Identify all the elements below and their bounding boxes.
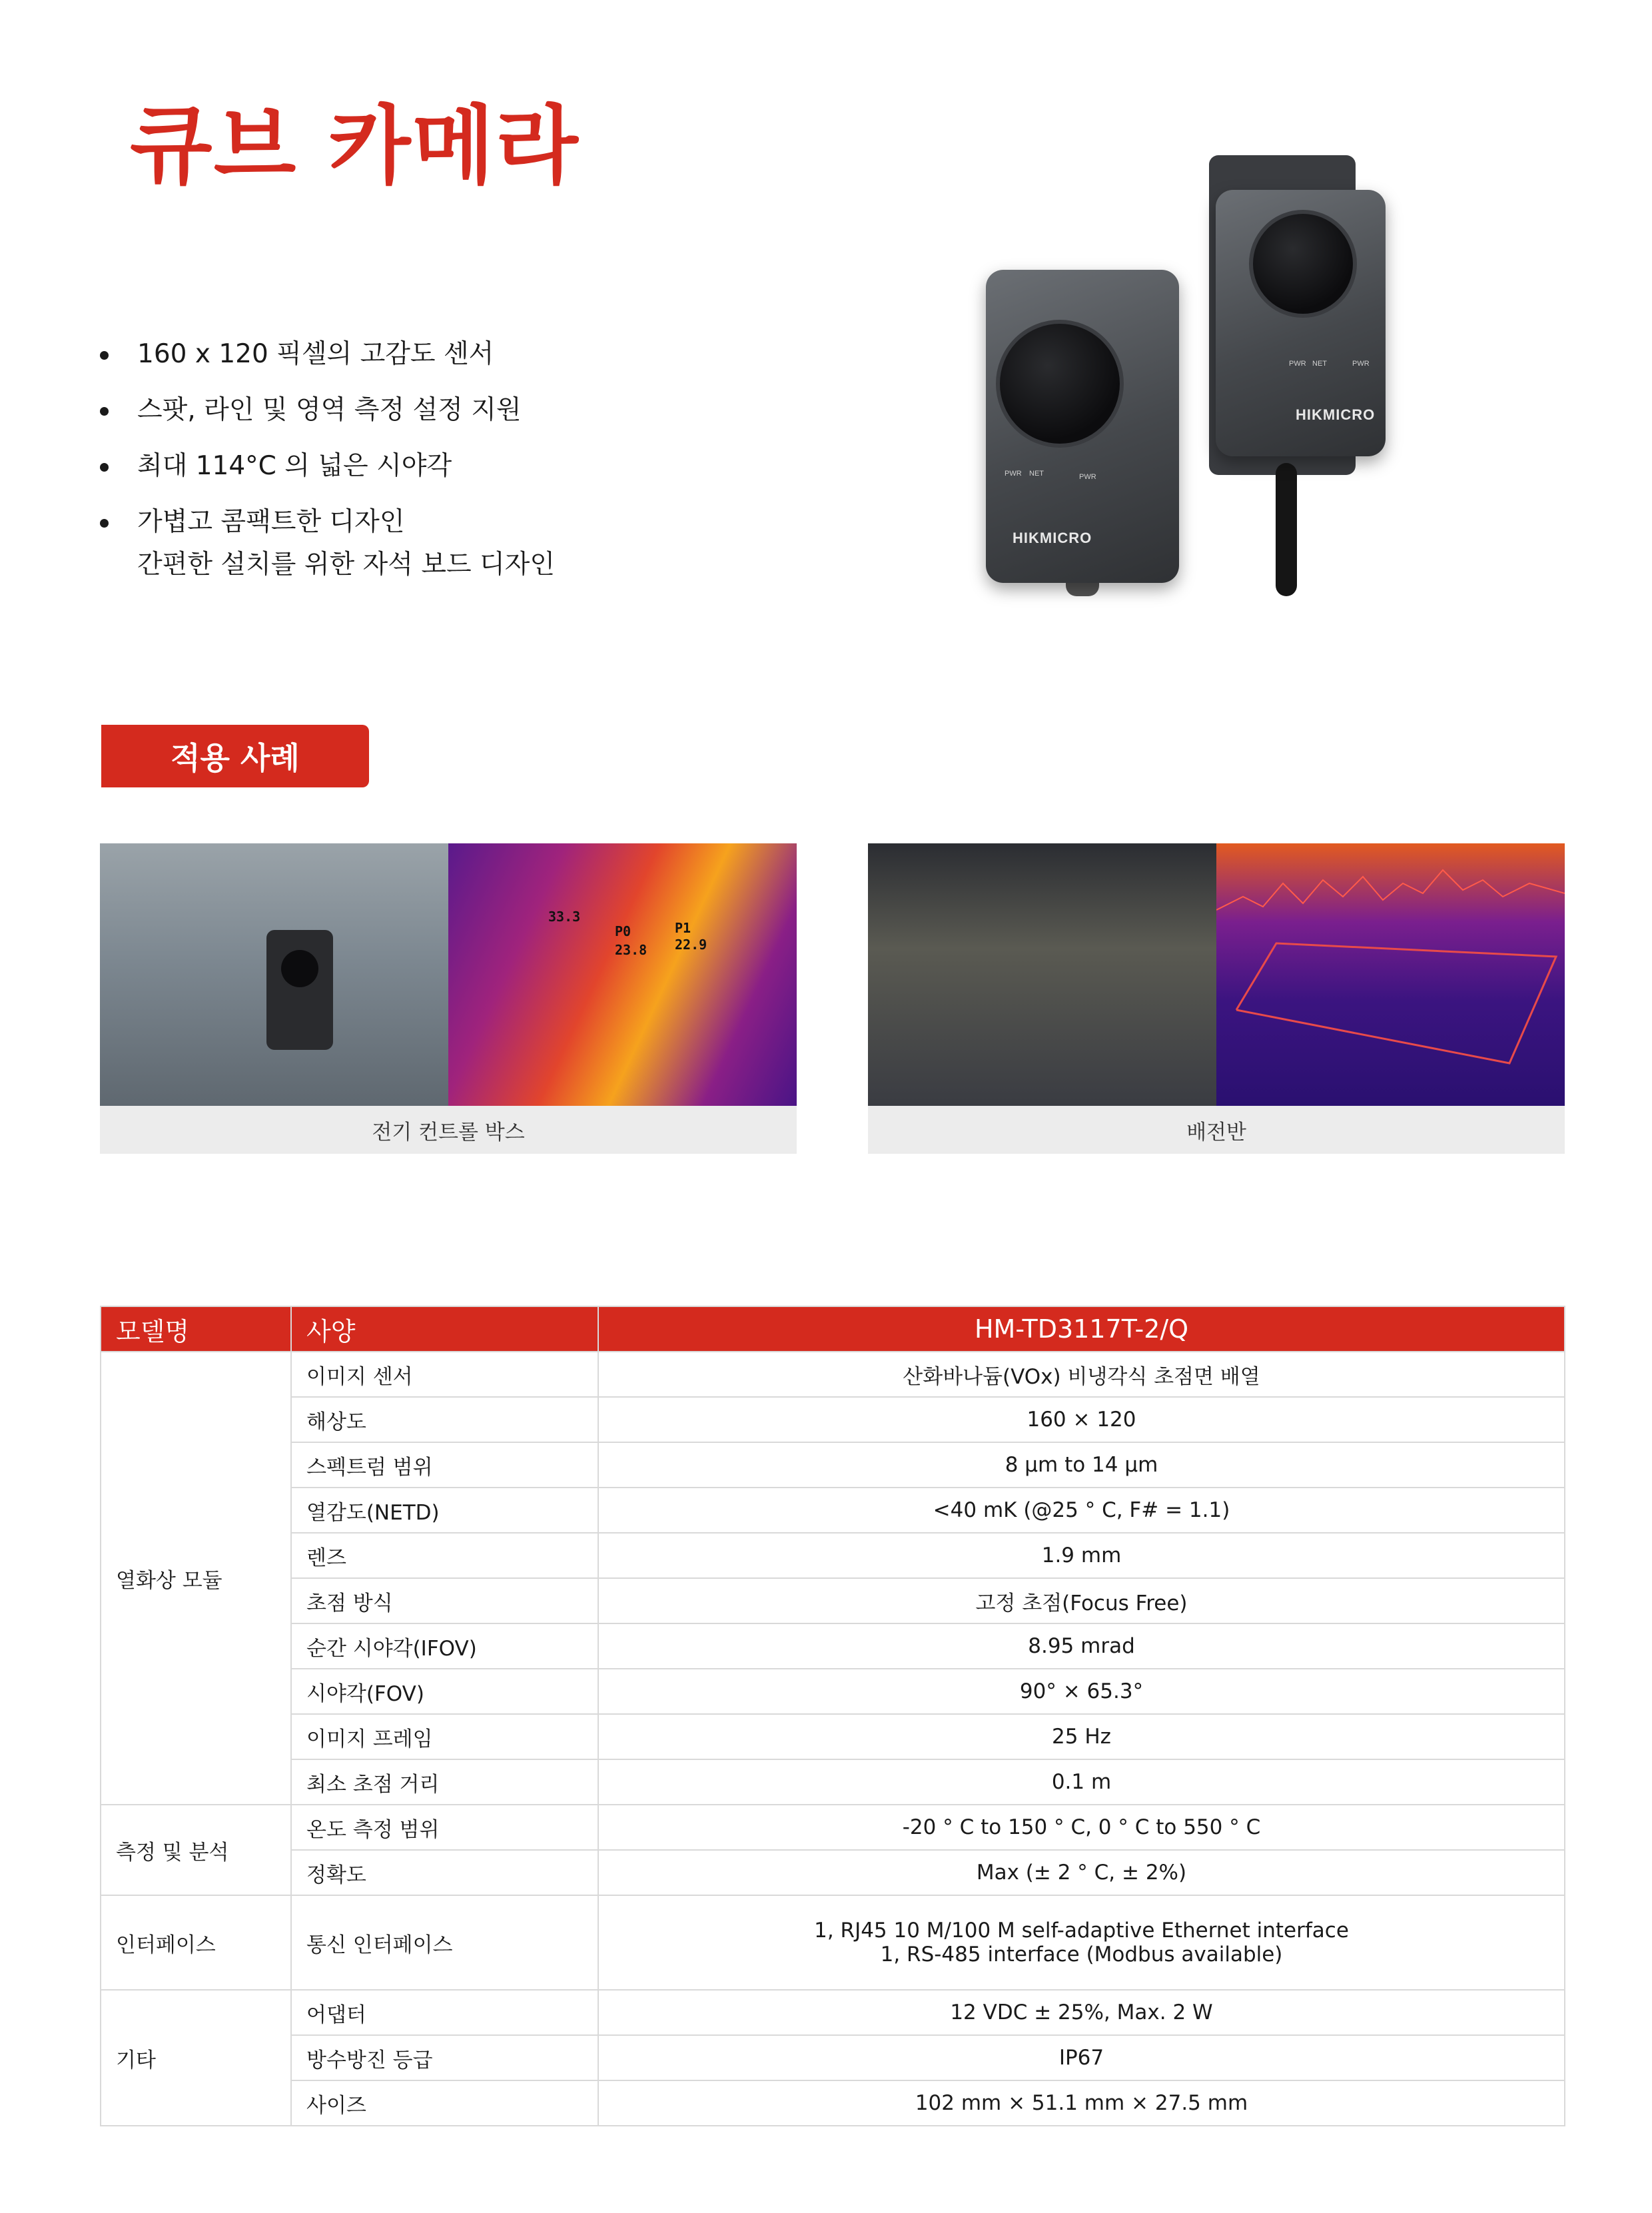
spec-value: 1.9 mm	[598, 1533, 1565, 1578]
feature-text: 간편한 설치를 위한 자석 보드 디자인	[137, 550, 556, 580]
spec-label: 해상도	[291, 1397, 598, 1442]
spec-value: <40 mK (@25 ° C, F# = 1.1)	[598, 1488, 1565, 1533]
led-label: NET	[1312, 360, 1327, 368]
spec-value-line: 1, RS-485 interface (Modbus available)	[880, 1943, 1283, 1967]
table-row	[101, 1488, 1565, 1533]
spec-value: 12 VDC ± 25%, Max. 2 W	[598, 1990, 1565, 2035]
spec-label: 순간 시야각(IFOV)	[291, 1623, 598, 1669]
spec-value: 160 × 120	[598, 1397, 1565, 1442]
table-row	[101, 1990, 1565, 2035]
spec-label: 초점 방식	[291, 1578, 598, 1623]
spec-label: 이미지 프레임	[291, 1714, 598, 1759]
switchboard-photo	[868, 843, 1216, 1106]
spec-label: 렌즈	[291, 1533, 598, 1578]
table-row	[101, 1669, 1565, 1714]
lens-icon	[996, 320, 1124, 448]
spec-label: 시야각(FOV)	[291, 1669, 598, 1714]
table-row	[101, 1397, 1565, 1442]
header-model: 모델명	[101, 1306, 291, 1352]
spec-value	[598, 1895, 1565, 1990]
group-label: 기타	[101, 1990, 291, 2126]
table-row	[101, 1759, 1565, 1805]
cable	[1276, 463, 1297, 596]
spec-value: 산화바나듐(VOx) 비냉각식 초점면 배열	[598, 1352, 1565, 1397]
feature-item	[100, 389, 933, 432]
spec-label: 이미지 센서	[291, 1352, 598, 1397]
spec-label: 사이즈	[291, 2080, 598, 2126]
header-model-number: HM-TD3117T-2/Q	[598, 1306, 1565, 1352]
group-label: 인터페이스	[101, 1895, 291, 1990]
spec-label: 최소 초점 거리	[291, 1759, 598, 1805]
lens-icon	[1249, 210, 1357, 318]
table-row	[101, 1850, 1565, 1895]
spec-value: 0.1 m	[598, 1759, 1565, 1805]
application-caption: 배전반	[868, 1106, 1565, 1154]
control-box-thermal	[448, 843, 797, 1106]
led-label: PWR	[1352, 360, 1370, 368]
brand-logo: HIKMICRO	[1013, 530, 1092, 546]
page-title: 큐브 카메라	[130, 97, 580, 196]
table-row	[101, 1895, 1565, 1990]
section-tag: 적용 사례	[101, 725, 369, 787]
switchboard-thermal	[1216, 843, 1565, 1106]
led-label: PWR	[1289, 360, 1306, 368]
table-header-row	[101, 1306, 1565, 1352]
feature-text: 스팟, 라인 및 영역 측정 설정 지원	[137, 395, 522, 425]
application-card	[100, 843, 797, 1154]
feature-item	[100, 501, 933, 586]
table-row	[101, 1714, 1565, 1759]
table-row	[101, 1352, 1565, 1397]
header-spec: 사양	[291, 1306, 598, 1352]
table-row	[101, 1805, 1565, 1850]
spec-value: 8.95 mrad	[598, 1623, 1565, 1669]
application-card	[868, 843, 1565, 1154]
spec-label: 온도 측정 범위	[291, 1805, 598, 1850]
spec-value-line: 1, RJ45 10 M/100 M self-adaptive Ethernet interface	[814, 1919, 1349, 1943]
spec-value: -20 ° C to 150 ° C, 0 ° C to 550 ° C	[598, 1805, 1565, 1850]
spec-value: 고정 초점(Focus Free)	[598, 1578, 1565, 1623]
spec-value: 8 μm to 14 μm	[598, 1442, 1565, 1488]
thermal-label: P0	[615, 923, 631, 939]
group-label: 측정 및 분석	[101, 1805, 291, 1895]
thermal-label: P1	[675, 920, 691, 936]
thermal-label: 23.8	[615, 942, 647, 958]
feature-list	[100, 333, 933, 600]
spec-label: 정확도	[291, 1850, 598, 1895]
spec-table	[100, 1306, 1565, 2126]
table-row	[101, 2080, 1565, 2126]
spec-label: 열감도(NETD)	[291, 1488, 598, 1533]
feature-item	[100, 333, 933, 376]
camera-icon	[266, 930, 333, 1050]
spec-label: 어댑터	[291, 1990, 598, 2035]
camera-front	[986, 270, 1179, 583]
thermal-label: 22.9	[675, 937, 707, 953]
led-label: PWR	[1079, 473, 1096, 481]
spec-value: 102 mm × 51.1 mm × 27.5 mm	[598, 2080, 1565, 2126]
table-row	[101, 1578, 1565, 1623]
spec-value: IP67	[598, 2035, 1565, 2080]
table-row	[101, 1533, 1565, 1578]
spec-value: Max (± 2 ° C, ± 2%)	[598, 1850, 1565, 1895]
feature-text: 160 x 120 픽셀의 고감도 센서	[137, 339, 494, 369]
spec-value: 90° × 65.3°	[598, 1669, 1565, 1714]
thermal-label: 33.3	[548, 909, 581, 925]
product-image	[986, 150, 1399, 616]
group-label: 열화상 모듈	[101, 1352, 291, 1805]
feature-text: 가볍고 콤팩트한 디자인	[137, 507, 405, 537]
control-box-photo	[100, 843, 448, 1106]
brand-logo: HIKMICRO	[1296, 406, 1376, 423]
application-caption: 전기 컨트롤 박스	[100, 1106, 797, 1154]
spec-value: 25 Hz	[598, 1714, 1565, 1759]
feature-text: 최대 114°C 의 넓은 시야각	[137, 451, 452, 481]
camera-back	[1216, 190, 1386, 456]
table-row	[101, 2035, 1565, 2080]
led-label: PWR	[1005, 470, 1022, 478]
feature-item	[100, 445, 933, 488]
spec-label: 스펙트럼 범위	[291, 1442, 598, 1488]
led-label: NET	[1029, 470, 1044, 478]
measurement-region-icon	[1216, 843, 1565, 1106]
table-row	[101, 1442, 1565, 1488]
spec-label: 통신 인터페이스	[291, 1895, 598, 1990]
spec-label: 방수방진 등급	[291, 2035, 598, 2080]
table-row	[101, 1623, 1565, 1669]
